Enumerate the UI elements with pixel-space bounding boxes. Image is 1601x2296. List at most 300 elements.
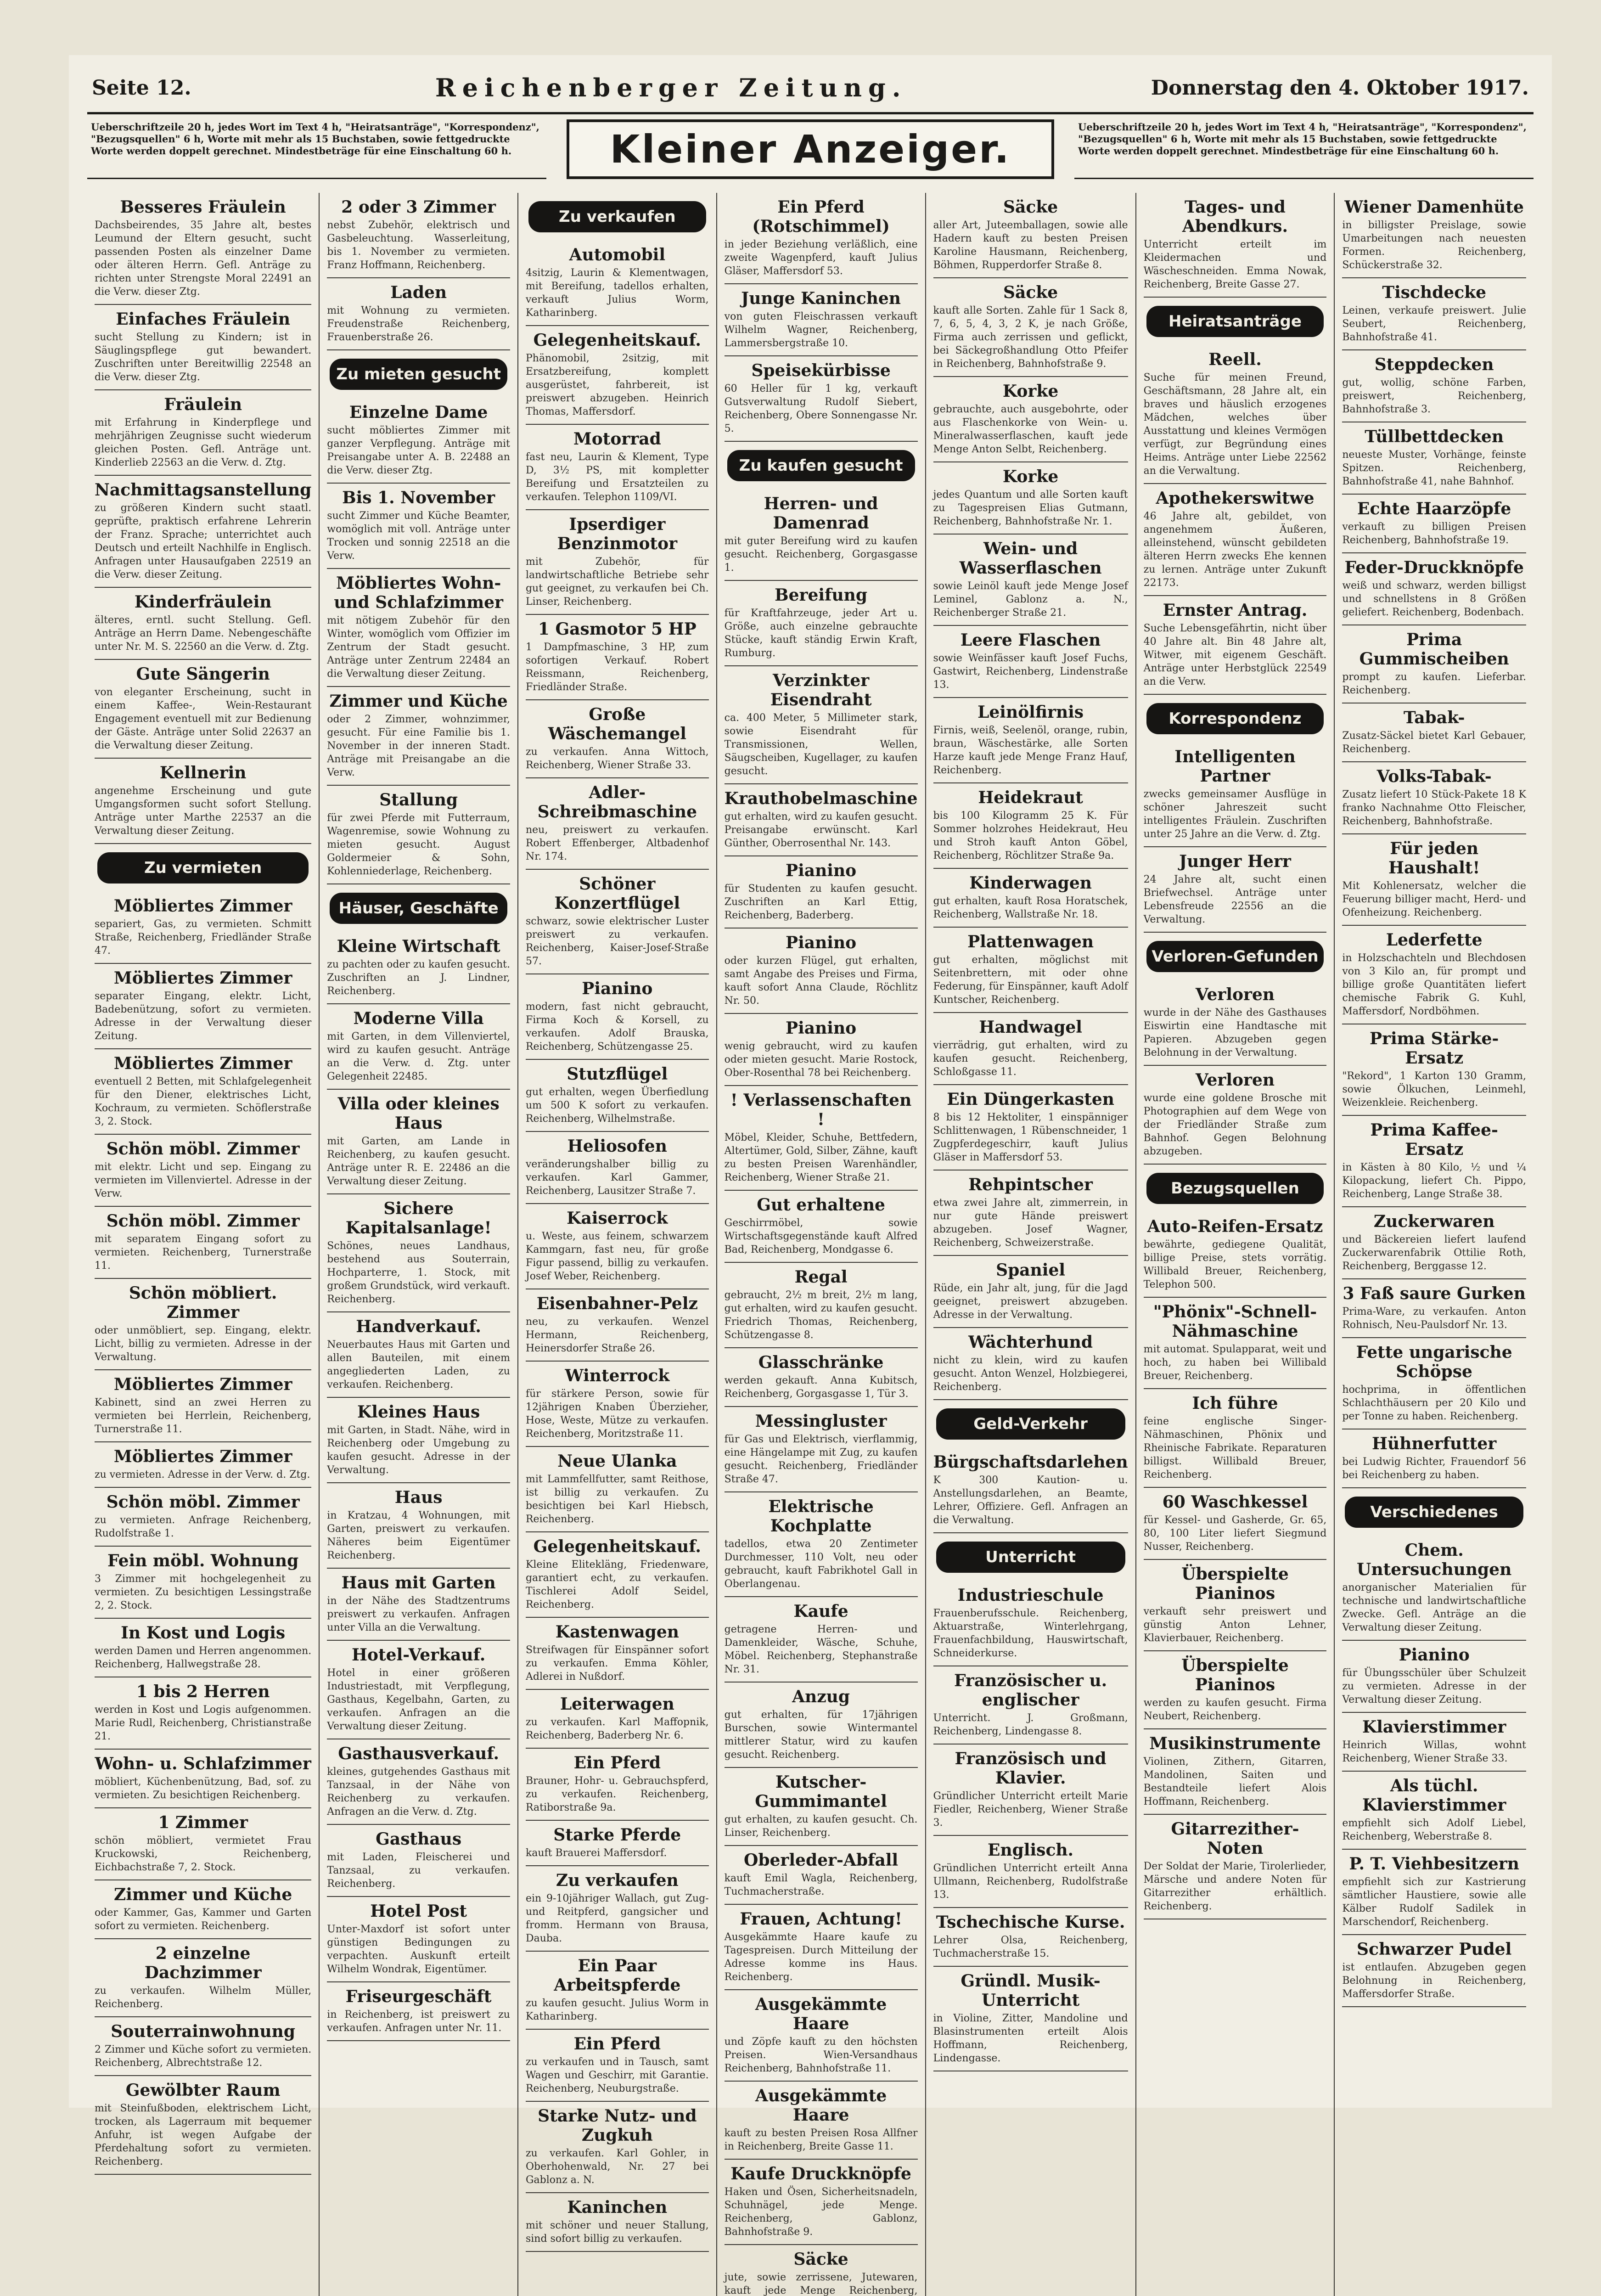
ad-title: Gitarrezither-Noten [1171,1819,1299,1858]
ad-body: mit separatem Eingang sofort zu vermieten. Reichenberg, Turnerstraße 11. [95,1233,312,1272]
ad-body: in Reichenberg, ist preiswert zu verkaufen. Anfragen unter Nr. 11. [327,2009,510,2034]
ad-body: empfiehlt sich zur Kastrierung sämtlicher Haustiere, sowie alle Kälber Rudolf Sadilek in Marschendorf, Reichenberg. [1342,1876,1526,1928]
classified-ad [95,1370,311,1442]
classified-ad [1342,834,1526,926]
ad-body: gut, wollig, schöne Farben, preiswert, Reichenberg, Bahnhofstraße 3. [1342,377,1526,415]
ad-body: neueste Muster, Vorhänge, feinste Spitzen. Reichenberg, Bahnhofstraße 41, nahe Bahnhof. [1342,449,1526,487]
classified-ad [95,1279,311,1370]
classified-ad [1342,762,1526,834]
classified-ad [725,929,918,1014]
ad-title: Fette ungarische Schöpse [1356,1343,1512,1381]
ad-title: Gasthausverkauf. [338,1744,500,1763]
ad-title: Schwarzer Pudel [1357,1940,1512,1959]
classified-ad [1342,422,1526,495]
classified-ad [725,284,918,356]
section-heading: Zu vermieten [97,852,309,884]
classified-ad [725,1846,918,1905]
ad-title: Sichere Kapitalsanlage! [345,1199,492,1238]
section-heading: Häuser, Geschäfte [330,893,507,924]
header-rule [87,112,1534,114]
ad-body: mit Steinfußboden, elektrischem Licht, trocken, als Lagerraum mit bequemer Anfuhr, ist wegen Aufgabe der Pferdehaltung sofort zu vermieten. Reichenberg. [95,2103,312,2167]
ad-title: Gewölbter Raum [125,2081,281,2100]
classified-ad [933,377,1128,462]
ad-title: Tischdecke [1382,283,1486,302]
classified-ad [1144,1488,1327,1560]
ad-body: Zusatz liefert 10 Stück-Pakete 18 K franko Nachnahme Otto Fleischer, Reichenberg, Bahnhofstraße. [1342,789,1526,827]
classified-ad [933,193,1128,278]
ad-title: Klavierstimmer [1362,1717,1506,1737]
classified-ad [1144,847,1327,933]
classified-ad [526,425,709,510]
column-3 [518,193,717,2296]
ad-title: Glasschränke [758,1353,884,1372]
classified-ad [1342,193,1526,278]
ad-title: Möbliertes Zimmer [113,1447,292,1466]
ad-body: oder Kammer, Gas, Kammer und Garten sofort zu vermieten. Reichenberg. [95,1907,312,1932]
classified-ad [526,974,709,1060]
ad-body: sowie Weinfässer kauft Josef Fuchs, Gastwirt, Reichenberg, Lindenstraße 13. [933,653,1128,691]
classified-ad [725,1990,918,2082]
rate-notice-left: Ueberschriftzeile 20 h, jedes Wort im Text 4 h, "Heiratsanträge", "Korrespondenz", "Bezugsquellen" 6 h, Worte mit mehr als 15 Buchstaben, sowie fettgedruckte Worte werden doppelt gerechnet. Mindestbeträge für eine Einschaltung 60 h. [87,119,546,179]
classified-ad [725,1086,918,1191]
ad-title: Automobil [569,245,665,264]
ad-title: Schön möbl. Zimmer [106,1492,300,1512]
classified-ad [933,1666,1128,1745]
ad-body: zu verkaufen. Anna Wittoch, Reichenberg, Wiener Straße 33. [525,746,709,771]
classified-ad [1342,1772,1526,1850]
ad-body: wurde eine goldene Brosche mit Photographien auf dem Wege von der Friedländer Straße zum Bahnhof. Gegen Belohnung abzugeben. [1143,1092,1327,1157]
ad-title: Anzug [792,1687,850,1706]
ad-body: nebst Zubehör, elektrisch und Gasbeleuchtung. Wasserleitung, bis 1. November zu vermieten. Franz Hoffmann, Reichenberg. [327,219,510,271]
classified-ad [1144,1729,1327,1815]
ad-title: Industrieschule [957,1586,1104,1605]
ad-body: von guten Fleischrassen verkauft Wilhelm Wagner, Reichenberg, Lammersbergstraße 10. [724,311,918,349]
ad-title: Kaninchen [567,2198,668,2217]
ad-body: modern, fast nicht gebraucht, Firma Koch & Korsell, zu verkaufen. Adolf Brauska, Reichenberg, Schützengasse 25. [525,1001,709,1052]
ad-body: bis 100 Kilogramm 25 K. Für Sommer holzrohes Heidekraut, Heu und Stroh kauft Anton Göbel, Reichenberg, Röchlitzer Straße 9a. [933,810,1128,861]
classified-ad [1342,278,1526,350]
ad-body: in Kästen à 80 Kilo, ½ und ¼ Kilopackung, liefert Ch. Pippo, Reichenberg, Lange Straße 38. [1342,1162,1526,1200]
ad-title: 2 einzelne Dachzimmer [144,1944,262,1982]
ad-body: werden Damen und Herren angenommen. Reichenberg, Hallwegstraße 28. [95,1645,312,1670]
ad-body: mit Garten, am Lande in Reichenberg, zu kaufen gesucht. Anträge unter R. E. 22486 an die Verwaltung dieser Zeitung. [327,1136,510,1187]
ad-body: gut erhalten, wird zu kaufen gesucht. Preisangabe erwünscht. Karl Günther, Oberrosenthal Nr. 143. [724,811,918,849]
classified-ad [725,581,918,666]
classified-ad [95,390,311,476]
ad-title: Bürgschaftsdarlehen [933,1452,1128,1472]
classified-ad [725,2082,918,2160]
ad-body: 1 Dampfmaschine, 3 HP, zum sofortigen Verkauf. Robert Reissmann, Reichenberg, Friedländer Straße. [525,642,709,693]
classified-ad [933,783,1128,869]
ad-title: Nachmittagsanstellung [95,480,312,500]
ad-title: Zu verkaufen [556,1871,679,1890]
ad-body: bei Ludwig Richter, Frauendorf 56 bei Reichenberg zu haben. [1342,1456,1526,1481]
ad-body: ein 9-10jähriger Wallach, gut Zug- und Reitpferd, gangsicher und fromm. Hermann von Brausa, Dauba. [525,1893,709,1944]
ad-title: Friseurgeschäft [345,1987,492,2006]
ad-title: Kaufe Druckknöpfe [730,2164,911,2183]
ad-body: Möbel, Kleider, Schuhe, Bettfedern, Altertümer, Gold, Silber, Zähne, kauft zu besten Preisen Warenhändler, Reichenberg, Wiener Straße 21. [724,1132,918,1183]
ad-title: Steppdecken [1374,355,1494,374]
classified-ad [725,1768,918,1846]
ad-title: Schön möbl. Zimmer [106,1211,300,1231]
classified-ad [933,1328,1128,1400]
classified-ad [725,2245,918,2296]
ad-title: Messingluster [755,1412,887,1431]
ad-body: Rüde, ein Jahr alt, jung, für die Jagd geeignet, preiswert abzugeben. Adresse in der Verwaltung. [933,1283,1128,1321]
section-heading: Unterricht [936,1542,1125,1573]
ad-body: gut erhalten, kauft Rosa Horatschek, Reichenberg, Wallstraße Nr. 18. [933,895,1128,920]
classified-ad [1342,495,1526,553]
ad-title: Verloren [1195,1070,1275,1090]
classified-ad [1144,1066,1327,1165]
ad-body: angenehme Erscheinung und gute Umgangsformen sucht sofort Stellung. Anträge unter Marthe 22537 an die Verwaltung dieser Zeitung. [95,785,312,837]
ad-title: Haus [394,1488,443,1507]
classified-ad [725,490,918,581]
column-5 [926,193,1136,2296]
ad-title: Säcke [793,2250,848,2269]
classified-ad [725,856,918,929]
ad-body: neu, zu verkaufen. Wenzel Hermann, Reichenberg, Heinersdorfer Straße 26. [525,1316,709,1354]
ad-title: Pianino [582,979,653,998]
ad-title: Spaniel [996,1261,1066,1280]
classified-ad [95,2076,311,2175]
newspaper-page [69,55,1552,2296]
ad-body: Zusatz-Säckel bietet Karl Gebauer, Reichenberg. [1342,730,1526,755]
ad-body: Frauenberufsschule. Reichenberg, Aktuarstraße, Winterlehrgang, Frauenfachbildung, Hauswirtschaft, Schneiderkurse. [933,1608,1128,1659]
ad-body: eventuell 2 Betten, mit Schlafgelegenheit für den Diener, elektrisches Licht, Kochraum, zu vermieten. Schöflerstraße 3, 2. Stock. [95,1076,312,1127]
classified-ad [327,1312,510,1398]
classified-ad [725,1348,918,1407]
classified-ad [933,278,1128,377]
ad-title: Motorrad [573,429,661,449]
ad-body: Firnis, weiß, Seelenöl, orange, rubin, braun, Wäschestärke, alle Sorten Harze kauft jede Menge Franz Hauf, Reichenberg. [933,725,1128,776]
classified-ad [1144,1651,1327,1729]
ad-title: Hotel Post [370,1902,467,1921]
classified-ad [1342,1713,1526,1772]
ad-body: Prima-Ware, zu verkaufen. Anton Rohnisch, Neu-Paulsdorf Nr. 13. [1342,1306,1526,1331]
ad-body: zu verkaufen und in Tausch, samt Wagen und Geschirr, mit Garantie. Reichenberg, Neuburgstraße. [525,2056,709,2094]
ad-body: Gründlichen Unterricht erteilt Anna Ullmann, Reichenberg, Rudolfstraße 13. [933,1863,1128,1901]
classified-ad [1144,193,1327,298]
classified-ad [327,1398,510,1483]
classified-ad [725,1905,918,1990]
ad-body: oder 2 Zimmer, wohnzimmer, gesucht. Für eine Familie bis 1. November in der inneren Stadt. Anträge mit Preisangabe an die Verw. [327,714,510,778]
ad-body: Leinen, verkaufe preiswert. Julie Seubert, Reichenberg, Bahnhofstraße 41. [1342,305,1526,343]
ad-title: Säcke [1003,283,1058,302]
ad-body: fast neu, Laurin & Klement, Type D, 3½ PS, mit kompletter Bereifung und Ersatzteilen zu verkaufen. Telephon 1109/VI. [525,451,709,503]
classified-ad [933,698,1128,783]
ad-body: mit guter Bereifung wird zu kaufen gesucht. Reichenberg, Gorgasgasse 1. [724,535,918,574]
ad-body: Mit Kohlenersatz, welcher die Feuerung billiger macht, Herd- und Ofenheizung. Reichenberg. [1342,880,1526,918]
classified-ad [725,193,918,284]
classified-ad [95,193,311,305]
ad-body: sucht möbliertes Zimmer mit ganzer Verpflegung. Anträge mit Preisangabe unter A. B. 22488 an die Verw. dieser Ztg. [327,425,510,476]
classified-ad [1144,484,1327,596]
ad-body: veränderungshalber billig zu verkaufen. Karl Gammer, Reichenberg, Lausitzer Straße 7. [525,1159,709,1197]
classified-ad [327,687,510,786]
ad-title: Tüllbettdecken [1365,427,1504,446]
classified-ad [933,1581,1128,1666]
classified-ad [725,1683,918,1768]
ad-title: Starke Nutz- und Zugkuh [538,2106,697,2145]
classified-ad [327,932,510,1004]
ad-title: Elektrische Kochplatte [768,1497,874,1536]
ad-body: werden gekauft. Anna Kubitsch, Reichenberg, Gorgasgasse 1, Tür 3. [724,1375,918,1400]
ad-title: Als tüchl. Klavierstimmer [1362,1776,1506,1815]
ad-body: kleines, gutgehendes Gasthaus mit Tanzsaal, in der Nähe von Reichenberg zu verkaufen. Anfragen an die Verw. d. Ztg. [327,1766,510,1818]
ad-body: für stärkere Person, sowie für 12jährigen Knaben Überzieher, Hose, Weste, Mütze zu verkaufen. Reichenberg, Moritzstraße 11. [525,1388,709,1440]
classified-ad [327,1483,510,1569]
classified-ad [526,778,709,870]
ad-title: Tages- und Abendkurs. [1182,197,1288,236]
classified-ad [327,193,510,278]
ad-body: bewährte, gediegene Qualität, billige Preise, stets vorrätig. Willibald Breuer, Reichenberg, Telephon 500. [1143,1239,1327,1290]
classified-ad [327,1004,510,1090]
ad-title: Ein Pferd (Rotschimmel) [752,197,890,236]
ad-body: kauft Emil Wagla, Reichenberg, Tuchmacherstraße. [724,1873,918,1897]
classified-ad [933,1745,1128,1836]
ad-title: Gasthaus [376,1829,462,1849]
ad-body: etwa zwei Jahre alt, zimmerrein, in nur gute Hände preiswert abzugeben. Josef Wagner, Reichenberg, Schweizerstraße. [933,1197,1128,1249]
ad-title: Ich führe [1192,1394,1278,1413]
classified-ad [327,1090,510,1194]
ad-title: Wächterhund [968,1333,1093,1352]
ad-title: Frauen, Achtung! [740,1909,902,1929]
ad-title: Schön möbl. Zimmer [106,1139,300,1159]
ad-body: verkauft zu billigen Preisen Reichenberg, Bahnhofstraße 19. [1342,521,1526,546]
classified-ad [526,1060,709,1132]
ad-body: Unter-Maxdorf ist sofort unter günstigen Bedingungen zu verpachten. Auskunft erteilt Wilhelm Wondrak, Eigentümer. [327,1924,510,1975]
ad-body: gut erhalten, möglichst mit Seitenbrettern, mit oder ohne Federung, für Einspänner, kauft Adolf Kuntscher, Reichenberg. [933,954,1128,1006]
ad-title: Prima Gummischeiben [1359,630,1509,669]
ad-title: Möbliertes Zimmer [113,896,292,916]
classified-ad [933,462,1128,535]
ad-title: Gründl. Musik-Unterricht [961,1971,1101,2010]
ad-title: Gute Sängerin [136,664,270,684]
ad-title: Möbliertes Zimmer [113,968,292,988]
ad-body: Schönes, neues Landhaus, bestehend aus Souterrain, Hochparterre, 1. Stock, mit großem Grundstück, wird verkauft. Reichenberg. [327,1240,510,1305]
column-4 [717,193,926,2296]
ad-title: Auto-Reifen-Ersatz [1147,1217,1323,1236]
ad-title: Kleines Haus [357,1402,480,1422]
ad-body: Gründlicher Unterricht erteilt Marie Fiedler, Reichenberg, Wiener Straße 3. [933,1790,1128,1829]
ad-title: Einzelne Dame [349,403,488,422]
ad-title: Korke [1002,467,1059,486]
ad-title: Starke Pferde [553,1825,681,1845]
ad-body: jedes Quantum und alle Sorten kauft zu Tagespreisen Elias Gutmann, Reichenberg, Bahnhofstraße Nr. 1. [933,489,1128,527]
ad-title: Kaiserrock [567,1209,668,1228]
classified-ad [526,2102,709,2193]
ad-title: Große Wäschemangel [548,705,686,743]
ad-title: Gut erhaltene [757,1195,885,1215]
classified-ad [1342,625,1526,703]
classified-ad [933,1013,1128,1085]
classified-ad [1342,1641,1526,1713]
ad-title: Zimmer und Küche [329,692,508,711]
classified-ad [327,1982,510,2041]
ad-title: Handwagel [979,1018,1082,1037]
classified-ad [1342,1024,1526,1116]
ad-title: "Phönix"-Schnell-Nähmaschine [1153,1302,1317,1341]
classified-ad [725,666,918,784]
ad-body: Phänomobil, 2sitzig, mit Ersatzbereifung, komplett ausgerüstet, fahrbereit, ist preiswert abzugeben. Heinrich Thomas, Maffersdorf. [525,353,709,417]
ad-body: schön möbliert, vermietet Frau Kruckowski, Reichenberg, Eichbachstraße 7, 2. Stock. [95,1835,312,1873]
classified-ad [1144,980,1327,1066]
classified-ad [526,1749,709,1821]
classified-ad [725,1263,918,1348]
classified-ad [95,1677,311,1750]
classified-ad [933,1908,1128,1967]
ad-title: Lederfette [1386,930,1483,950]
ad-body: zu kaufen gesucht. Julius Worm in Katharinberg. [525,1998,709,2022]
ad-body: schwarz, sowie elektrischer Luster preiswert zu verkaufen. Reichenberg, Kaiser-Josef-Straße 57. [525,916,709,967]
ad-title: Ein Paar Arbeitspferde [554,1956,681,1995]
classified-ad [526,1362,709,1447]
ad-body: sucht Zimmer und Küche Beamter, womöglich mit voll. Anträge unter Trocken und sonnig 22518 an die Verw. [327,510,510,562]
classified-ad [327,1897,510,1982]
ad-body: mit schöner und neuer Stallung, sind sofort billig zu verkaufen. [525,2220,709,2245]
ad-body: Streifwagen für Einspänner sofort zu verkaufen. Emma Köhler, Adlerei in Nußdorf. [525,1644,709,1683]
ad-title: Schön möbliert. Zimmer [129,1283,277,1322]
ad-title: Herren- und Damenrad [764,494,878,533]
ad-body: mit nötigem Zubehör für den Winter, womöglich vom Offizier im Zentrum der Stadt gesucht. Anträge unter Zentrum 22484 an die Verwaltung dieser Zeitung. [327,615,510,680]
ad-body: 46 Jahre alt, gebildet, von angenehmem Äußeren, alleinstehend, wünscht gebildeten älteren Herrn zwecks Ehe kennen zu lernen. Anträge unter Zukunft 22173. [1143,511,1327,589]
ad-title: Besseres Fräulein [120,197,286,217]
ad-body: wenig gebraucht, wird zu kaufen oder mieten gesucht. Marie Rostock, Ober-Rosenthal 78 bei Reichenberg. [724,1041,918,1079]
classified-ad [327,278,510,350]
ad-title: ! Verlassenschaften ! [730,1091,912,1129]
ad-body: in jeder Beziehung verläßlich, eine zweite Wagenpferd, kauft Julius Gläser, Maffersdorf 53. [724,239,918,277]
ad-body: gebrauchte, auch ausgebohrte, oder aus Flaschenkorke von Wein- u. Mineralwasserflaschen, kauft jede Menge Anton Selbt, Reichenberg. [933,404,1128,455]
section-heading: Verschiedenes [1345,1497,1523,1528]
classified-ad [725,1191,918,1263]
ad-body: für Studenten zu kaufen gesucht. Zuschriften an Karl Ettig, Reichenberg, Baderberg. [724,883,918,921]
ad-body: gebraucht, 2½ m breit, 2½ m lang, gut erhalten, wird zu kaufen gesucht. Friedrich Thomas, Reichenberg, Schützengasse 8. [724,1289,918,1341]
classified-ad [95,2017,311,2076]
classified-ad [526,1690,709,1749]
classified-ad [95,1939,311,2017]
section-heading: Zu verkaufen [528,201,706,232]
ad-title: Moderne Villa [353,1009,484,1028]
classified-ad [95,1207,311,1279]
ad-body: sowie Leinöl kauft jede Menge Josef Leminel, Gablonz a. N., Reichenberger Straße 21. [933,580,1128,619]
classified-ad [327,1825,510,1897]
ad-title: Säcke [1003,197,1058,217]
ad-body: und Zöpfe kauft zu den höchsten Preisen. Wien-Versandhaus Reichenberg, Bahnhofstraße 11. [724,2036,918,2074]
page-header [92,67,1529,108]
ad-title: Pianino [786,1019,857,1038]
ad-body: älteres, erntl. sucht Stellung. Gefl. Anträge an Herrn Dame. Nebengeschäfte unter Nr. M. S. 22560 an die Verw. d. Ztg. [95,614,312,653]
ad-body: in Kratzau, 4 Wohnungen, mit Garten, preiswert zu verkaufen. Näheres beim Eigentümer Reichenberg. [327,1510,510,1561]
ad-body: mit Laden, Fleischerei und Tanzsaal, zu verkaufen. Reichenberg. [327,1851,510,1890]
ad-title: Ein Pferd [573,1753,661,1773]
ad-title: 1 Gasmotor 5 HP [538,619,697,639]
ad-title: Eisenbahner-Pelz [536,1294,698,1313]
classified-ad [933,1085,1128,1171]
ad-body: kauft Brauerei Maffersdorf. [525,1847,667,1859]
ad-body: in Violine, Zitter, Mandoline und Blasinstrumenten erteilt Alois Hoffmann, Reichenberg, Lindengasse. [933,2013,1128,2064]
ad-body: 24 Jahre alt, sucht einen Briefwechsel. Anträge unter Lebensfreude 22556 an die Verwaltung. [1143,874,1327,925]
ad-title: Zuckerwaren [1373,1212,1495,1231]
ad-body: jute, sowie zerrissene, Jutewaren, kauft jede Menge Reichenberg, [724,2272,918,2296]
ad-title: Prima Kaffee-Ersatz [1370,1120,1498,1159]
classified-ad [526,1289,709,1362]
ad-body: 60 Heller für 1 kg, verkauft Gutsverwaltung Rudolf Siebert, Reichenberg, Obere Sonnengasse Nr. 5. [724,383,918,434]
ad-title: Leinölfirnis [977,703,1084,722]
classified-ad [327,1569,510,1641]
ad-body: werden in Kost und Logis aufgenommen. Marie Rudl, Reichenberg, Christianstraße 21. [95,1704,312,1742]
ad-title: Hotel-Verkauf. [352,1645,486,1665]
newspaper-title: Reichenberger Zeitung. [435,73,907,102]
classified-ad [526,1132,709,1204]
ad-body: neu, preiswert zu verkaufen. Robert Effenberger, Altbadenhof Nr. 174. [525,824,709,862]
ad-title: Kinderwagen [969,873,1092,893]
classified-ad [327,1194,510,1312]
ad-body: gut erhalten, für 17jährigen Burschen, sowie Wintermantel mittlerer Statur, wird zu kaufen gesucht. Reichenberg. [724,1709,918,1761]
classified-ad [1342,1338,1526,1429]
classified-ad [933,1836,1128,1908]
classified-ad [1342,1536,1526,1641]
classified-ad [526,2193,709,2252]
ad-title: Heliosofen [567,1137,667,1156]
ad-title: 1 bis 2 Herren [136,1682,270,1701]
ad-title: Feder-Druckknöpfe [1344,558,1524,577]
classified-ad [933,535,1128,626]
ad-body: kauft zu besten Preisen Rosa Allfner in Reichenberg, Breite Gasse 11. [724,2127,918,2152]
ad-title: Möbliertes Zimmer [113,1375,292,1394]
ad-title: Pianino [786,933,857,952]
column-6 [1136,193,1335,2296]
ad-title: Adler-Schreibmaschine [537,783,697,822]
classified-ad [95,476,311,588]
ad-title: Wiener Damenhüte [1344,197,1524,217]
ad-title: Ipserdiger Benzinmotor [557,515,678,553]
ad-title: Reell. [1208,350,1262,369]
ad-body: von eleganter Erscheinung, sucht in einem Kaffee-, Wein-Restaurant Engagement eventuell mit zur Bedienung der Gäste. Anträge unter Solid 22637 an die Verwaltung dieser Zeitung. [95,687,312,751]
ad-body: K 300 Kaution- u. Anstellungsdarlehen, an Beamte, Lehrer, Offiziere. Gefl. Anfragen an die Verwaltung. [933,1474,1128,1526]
section-heading: Zu mieten gesucht [330,359,507,390]
ad-title: Einfaches Fräulein [116,310,291,329]
ad-title: Ein Pferd [573,2034,661,2054]
ad-body: für Gas und Elektrisch, vierflammig, eine Hängelampe mit Zug, zu kaufen gesucht. Reichenberg, Friedländer Straße 47. [724,1434,918,1485]
ad-title: Möbliertes Wohn- und Schlafzimmer [334,574,504,612]
ad-body: und Bäckereien liefert laufend Zuckerwarenfabrik Ottilie Roth, Reichenberg, Berggasse 12. [1342,1234,1526,1272]
classified-ad [1342,1116,1526,1207]
ad-title: Gelegenheitskauf. [533,1537,701,1556]
column-1 [87,193,320,2296]
section-heading: Geld-Verkehr [936,1408,1125,1440]
ad-title: Heidekraut [978,788,1083,807]
classified-ad [95,305,311,390]
ad-body: zu größeren Kindern sucht staatl. geprüfte, praktisch erfahrene Lehrerin der Franz. Sprache; unterrichtet auch Deutsch und erteilt Nachhilfe in Englisch. Anfragen unter Hausaufgaben 22519 an die Verw. dieser Zeitung. [95,502,312,580]
ad-title: Speisekürbisse [751,361,891,380]
ad-title: Verloren [1195,985,1275,1004]
ad-body: zu vermieten. Adresse in der Verw. d. Ztg. [95,1469,310,1480]
ad-title: Leere Flaschen [960,630,1101,650]
ad-body: kauft alle Sorten. Zahle für 1 Sack 8, 7, 6, 5, 4, 3, 2 K, je nach Größe, Firma auch zerrissen und geflickt, bei Säckegroßhandlung Otto Pfeifer in Reichenberg, Bahnhofstraße 9. [933,305,1128,370]
ad-title: Apothekerswitwe [1156,489,1315,508]
classified-ad [725,784,918,856]
section-heading: Bezugsquellen [1146,1173,1324,1204]
section-heading: Heiratsanträge [1146,306,1324,337]
ad-title: Chem. Untersuchungen [1357,1541,1512,1579]
page-number: Seite 12. [92,76,191,100]
column-2 [320,193,518,2296]
ad-body: mit Wohnung zu vermieten. Freudenstraße Reichenberg, Frauenberstraße 26. [327,305,510,343]
ad-body: nicht zu klein, wird zu kaufen gesucht. Anton Wenzel, Holzbiegerei, Reichenberg. [933,1355,1128,1393]
ad-title: P. T. Viehbesitzern [1349,1854,1519,1874]
section-heading: Korrespondenz [1146,703,1324,734]
